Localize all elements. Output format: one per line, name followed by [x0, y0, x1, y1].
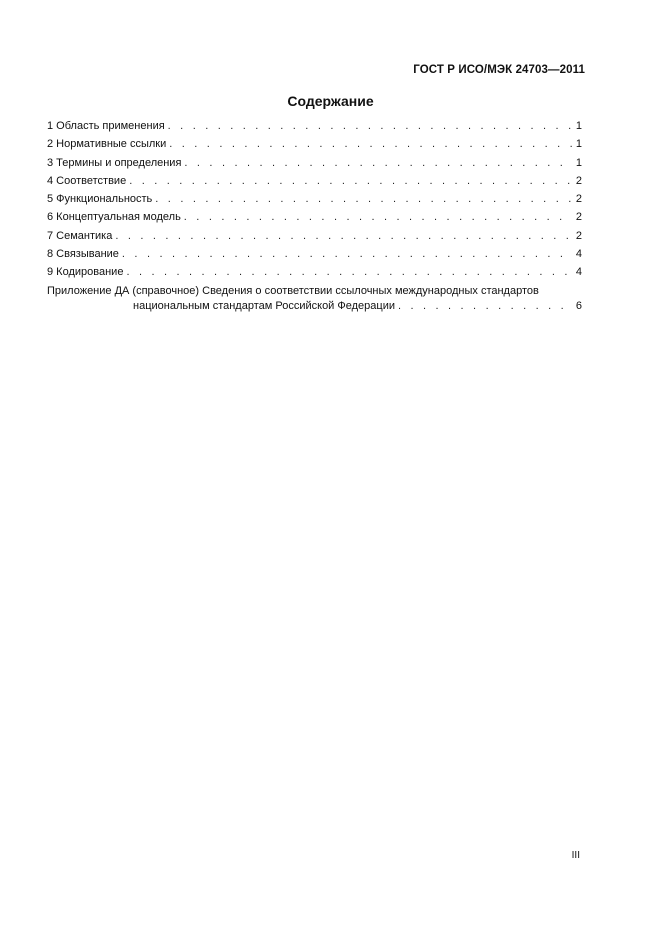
appendix-title-line1: Приложение ДА (справочное) Сведения о соответствии ссылочных международных стандартов	[47, 284, 539, 297]
toc-entry-label: 4 Соответствие	[47, 174, 127, 187]
toc-leader-dots	[184, 211, 572, 223]
toc-entry-binding[interactable]	[47, 248, 582, 266]
toc-leader-dots	[398, 300, 572, 312]
toc-entry-normative-references[interactable]	[47, 138, 582, 156]
toc-leader-dots	[184, 157, 571, 169]
toc-leader-dots	[126, 266, 571, 278]
toc-entry-page: 1	[575, 120, 582, 132]
toc-entry-page: 6	[575, 299, 582, 312]
toc-leader-dots	[129, 175, 572, 187]
toc-entry-page: 2	[575, 174, 582, 187]
toc-entry-label: 7 Семантика	[47, 229, 113, 242]
toc-leader-dots	[115, 230, 572, 242]
toc-entry-page: 4	[575, 266, 582, 279]
toc-entry-appendix-da[interactable]	[47, 285, 582, 318]
toc-entry-terms-definitions[interactable]	[47, 157, 582, 175]
page-number: III	[571, 850, 580, 861]
toc-entry-encoding[interactable]	[47, 266, 582, 284]
toc-entry-page: 2	[575, 211, 582, 224]
toc-leader-dots	[122, 248, 572, 260]
toc-entry-label: 8 Связывание	[47, 248, 119, 261]
toc-leader-dots	[155, 193, 572, 205]
toc-entry-page: 2	[575, 229, 582, 242]
toc-entry-label: 2 Нормативные ссылки	[47, 138, 167, 151]
toc-leader-dots	[168, 120, 572, 132]
table-of-contents	[47, 120, 582, 318]
toc-entry-label: 3 Термины и определения	[47, 156, 182, 169]
appendix-title-line2: национальным стандартам Российской Федерации	[133, 299, 395, 312]
toc-entry-scope[interactable]	[47, 120, 582, 138]
toc-entry-page: 1	[575, 156, 582, 169]
toc-entry-conceptual-model[interactable]	[47, 211, 582, 229]
toc-entry-label: 5 Функциональность	[47, 193, 153, 206]
toc-entry-page: 1	[575, 138, 582, 151]
toc-entry-label: 9 Кодирование	[47, 266, 124, 279]
appendix-title-line2-row	[47, 300, 582, 318]
document-code: ГОСТ Р ИСО/МЭК 24703—2011	[413, 64, 585, 76]
toc-entry-page: 2	[575, 193, 582, 206]
toc-entry-functionality[interactable]	[47, 193, 582, 211]
toc-leader-dots	[169, 138, 572, 150]
toc-entry-label: 6 Концептуальная модель	[47, 211, 181, 224]
toc-entry-conformance[interactable]	[47, 175, 582, 193]
toc-entry-semantics[interactable]	[47, 230, 582, 248]
toc-entry-label: 1 Область применения	[47, 120, 165, 132]
toc-entry-page: 4	[575, 248, 582, 261]
toc-title: Содержание	[287, 93, 374, 109]
